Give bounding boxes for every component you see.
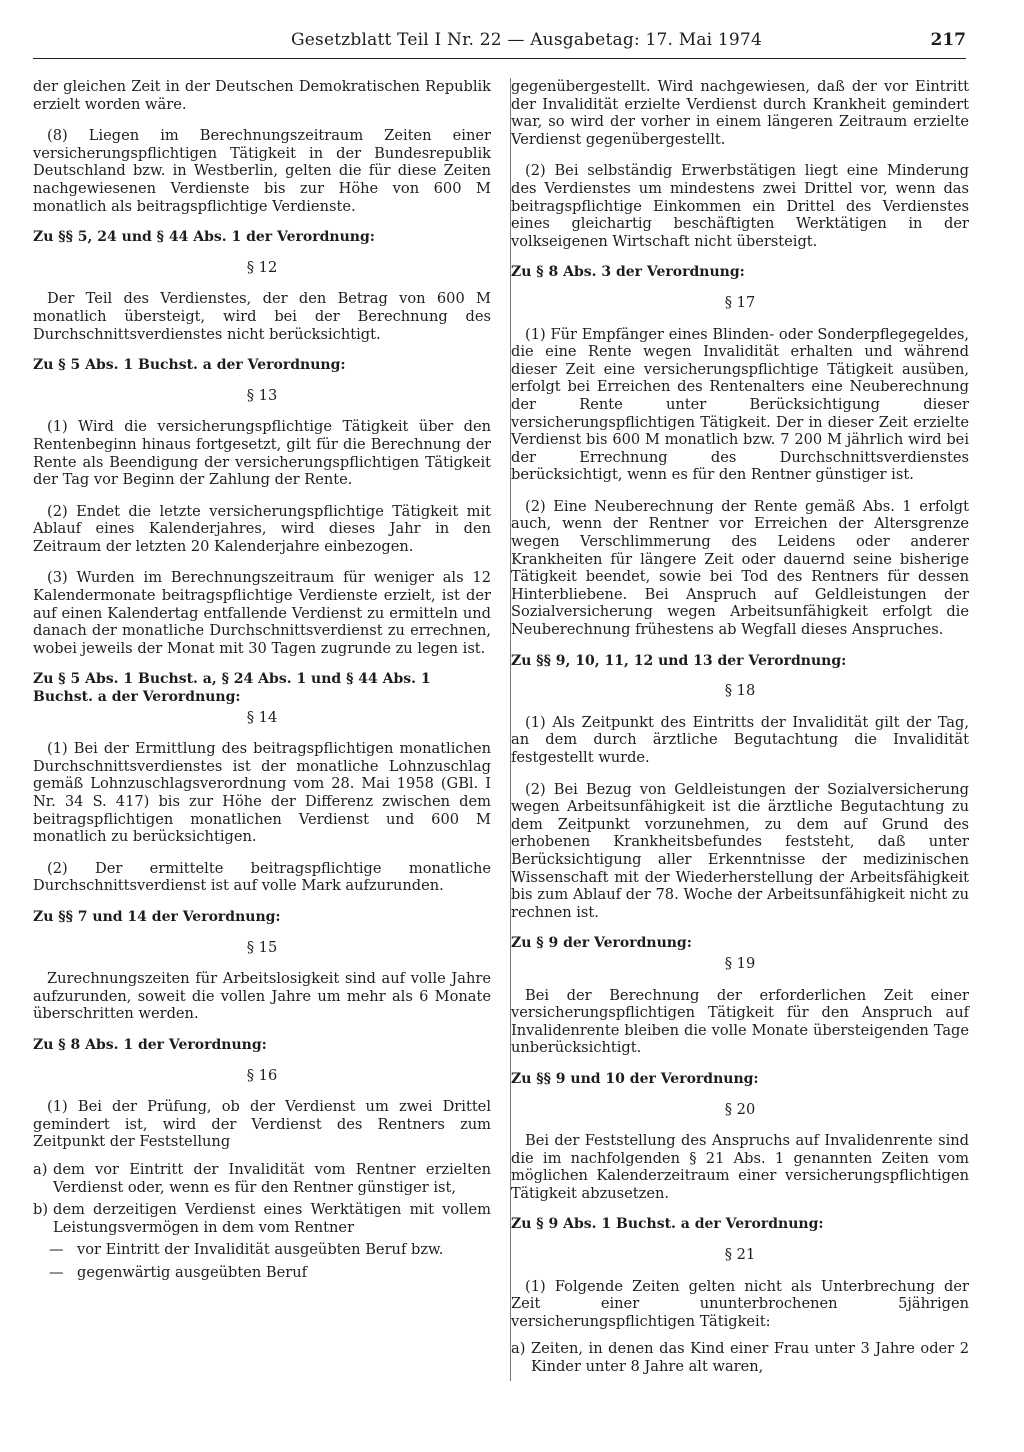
section-number: § 17 — [724, 293, 756, 311]
list-text: dem vor Eintritt der Invalidität vom Rentner erzielten Verdienst oder, wenn es für den Rentner günstiger ist, — [53, 1160, 491, 1196]
paragraph: (2) Bei selbständig Erwerbstätigen liegt eine Minderung des Verdienstes um mindestens zwei Drittel vor, wenn das beitragspflichtige Einkommen ein Drittel des Verdienstes eines gleichartig beschäftigten Werktätigen in der volkseigenen Wirtschaft nicht übersteigt. — [511, 162, 969, 250]
left-column — [33, 78, 491, 1286]
dash-text: gegenwärtig ausgeübten Beruf — [77, 1263, 308, 1281]
section-number: § 15 — [246, 938, 278, 956]
section-number: § 19 — [724, 954, 756, 972]
list-item — [33, 1161, 491, 1196]
section-heading: Zu § 5 Abs. 1 Buchst. a, § 24 Abs. 1 und § 44 Abs. 1 Buchst. a der Verordnung: — [33, 671, 431, 706]
section-number: § 16 — [246, 1066, 278, 1084]
list-item — [511, 1340, 969, 1375]
paragraph: Zurechnungszeiten für Arbeitslosigkeit sind auf volle Jahre aufzurunden, soweit die vollen Jahre um mehr als 6 Monate überschritten werden. — [33, 970, 491, 1023]
dash-label: — — [49, 1263, 64, 1281]
paragraph: (2) Der ermittelte beitragspflichtige monatliche Durchschnittsverdienst ist auf volle Mark aufzurunden. — [33, 859, 491, 895]
paragraph: gegenübergestellt. Wird nachgewiesen, daß der vor Eintritt der Invalidität erzielte Verdienst durch Krankheit gemindert war, so wird der vorher in einem längeren Zeitraum erzielte Verdienst gegenübergestellt. — [511, 78, 969, 148]
paragraph: der gleichen Zeit in der Deutschen Demokratischen Republik erzielt worden wäre. — [33, 78, 491, 113]
paragraph: Der Teil des Verdienstes, der den Betrag von 600 M monatlich übersteigt, wird bei der Berechnung des Durchschnittsverdienstes nicht berücksichtigt. — [33, 290, 491, 343]
dash-text: vor Eintritt der Invalidität ausgeübten Beruf bzw. — [77, 1241, 444, 1259]
list-label: a) — [33, 1160, 48, 1178]
paragraph: (1) Wird die versicherungspflichtige Tätigkeit über den Rentenbeginn hinaus fortgesetzt, gilt für die Berechnung der Rente als Beendigung der versicherungspflichtigen Tätigkeit der Tag vor Beginn der Zahlung der Rente. — [33, 418, 491, 489]
paragraph: (1) Folgende Zeiten gelten nicht als Unterbrechung der Zeit einer ununterbrochenen 5jährigen versicherungspflichtigen Tätigkeit: — [511, 1277, 969, 1330]
page-header — [33, 32, 966, 59]
paragraph: (2) Endet die letzte versicherungspflichtige Tätigkeit mit Ablauf eines Kalenderjahres, wird dieses Jahr in den Zeitraum der letzten 20 Kalenderjahre einbezogen. — [33, 502, 491, 555]
section-number: § 14 — [246, 708, 278, 726]
list-text: Zeiten, in denen das Kind einer Frau unter 3 Jahre oder 2 Kinder unter 8 Jahre alt waren, — [531, 1340, 969, 1376]
section-number: § 18 — [724, 682, 756, 700]
paragraph: (1) Für Empfänger eines Blinden- oder Sonderpflegegeldes, die eine Rente wegen Invalidität erhalten und während dieser Zeit eine versicherungspflichtige Tätigkeit ausüben, erfolgt bei Erreichen des Rentenalters eine Neuberechnung der Rente unter Berücksichtigung dieser versicherungspflichtigen Tätigkeit. Der in dieser Zeit erzielte Verdienst bis 600 M monatlich bzw. 7 200 M jährlich wird bei der Errechnung des Durchschnittsverdienstes berücksichtigt, wenn es für den Rentner günstiger ist. — [511, 325, 969, 484]
paragraph: (1) Bei der Ermittlung des beitragspflichtigen monatlichen Durchschnittsverdienstes ist der monatliche Lohnzuschlag gemäß Lohnzuschlagsverordnung vom 28. Mai 1958 (GBl. I Nr. 34 S. 417) bis zur Höhe der Differenz zwischen dem beitragspflichtigen monatlichen Verdienst und 600 M monatlich zu berücksichtigen. — [33, 740, 491, 846]
section-number: § 21 — [724, 1246, 756, 1264]
dash-label: — — [49, 1241, 64, 1259]
paragraph: (2) Eine Neuberechnung der Rente gemäß Abs. 1 erfolgt auch, wenn der Rentner vor Erreichen der Altersgrenze wegen Verschlimmerung des Leidens oder anderer Krankheiten für längere Zeit oder dauernd seine bisherige Tätigkeit beendet, sowie bei Tod des Rentners für dessen Hinterbliebene. Bei Anspruch auf Geldleistungen der Sozialversicherung wegen Arbeitsunfähigkeit erfolgt die Neuberechnung frühestens ab Wegfall dieses Anspruches. — [511, 497, 969, 639]
section-heading: Zu § 8 Abs. 3 der Verordnung: — [511, 264, 745, 281]
section-heading: Zu § 8 Abs. 1 der Verordnung: — [33, 1036, 267, 1053]
paragraph: (1) Als Zeitpunkt des Eintritts der Invalidität gilt der Tag, an dem durch ärztliche Begutachtung die Invalidität festgestellt wurde. — [511, 713, 969, 766]
section-number: § 20 — [724, 1100, 756, 1118]
paragraph: (3) Wurden im Berechnungszeitraum für weniger als 12 Kalendermonate beitragspflichtige Verdienste erzielt, ist der auf einen Kalendertag entfallende Verdienst zu ermitteln und danach der monatliche Durchschnittsverdienst zu errechnen, wobei jeweils der Monat mit 30 Tagen zugrunde zu legen ist. — [33, 569, 491, 657]
section-heading: Zu §§ 5, 24 und § 44 Abs. 1 der Verordnung: — [33, 229, 375, 246]
section-heading: Zu §§ 9 und 10 der Verordnung: — [511, 1070, 759, 1087]
section-heading: Zu §§ 9, 10, 11, 12 und 13 der Verordnung: — [511, 652, 847, 669]
list-label: a) — [511, 1340, 526, 1358]
paragraph: Bei der Feststellung des Anspruchs auf Invalidenrente sind die im nachfolgenden § 21 Abs. 1 genannten Zeiten vom möglichen Kalenderzeitraum einer versicherungspflichtigen Tätigkeit abzusetzen. — [511, 1132, 969, 1202]
list-text: dem derzeitigen Verdienst eines Werktätigen mit vollem Leistungsvermögen in dem vom Rentner — [53, 1201, 491, 1236]
section-number: § 12 — [246, 258, 278, 276]
section-number: § 13 — [246, 386, 278, 404]
dash-item — [49, 1264, 491, 1282]
dash-item — [49, 1241, 491, 1259]
section-heading: Zu §§ 7 und 14 der Verordnung: — [33, 908, 281, 925]
section-heading: Zu § 5 Abs. 1 Buchst. a der Verordnung: — [33, 357, 346, 374]
paragraph: (1) Bei der Prüfung, ob der Verdienst um zwei Drittel gemindert ist, wird der Verdienst des Rentners zum Zeitpunkt der Feststellung — [33, 1098, 491, 1151]
paragraph: (2) Bei Bezug von Geldleistungen der Sozialversicherung wegen Arbeitsunfähigkeit ist die ärztliche Begutachtung zu dem Zeitpunkt vorzunehmen, zu dem auf Grund des erhobenen Krankheitsbefundes feststeht, daß unter Berücksichtigung aller Erkenntnisse der medizinischen Wissenschaft mit der Wiederherstellung der Arbeitsfähigkeit bis zum Ablauf der 78. Woche der Arbeitsunfähigkeit nicht zu rechnen ist. — [511, 780, 969, 921]
section-heading: Zu § 9 Abs. 1 Buchst. a der Verordnung: — [511, 1216, 824, 1233]
paragraph: Bei der Berechnung der erforderlichen Zeit einer versicherungspflichtigen Tätigkeit für den Anspruch auf Invalidenrente bleiben die volle Monate übersteigenden Tage unberücksichtigt. — [511, 986, 969, 1057]
right-column — [510, 78, 969, 1381]
paragraph: (8) Liegen im Berechnungszeitraum Zeiten einer versicherungspflichtigen Tätigkeit in der Bundesrepublik Deutschland bzw. in Westberlin, gelten die für diese Zeiten nachgewiesenen Verdienste bis zur Höhe von 600 M monatlich als beitragspflichtige Verdienste. — [33, 127, 491, 215]
list-item — [33, 1201, 491, 1236]
section-heading: Zu § 9 der Verordnung: — [511, 935, 692, 952]
list-label: b) — [33, 1201, 49, 1219]
page-number: 217 — [930, 30, 966, 50]
header-title: Gesetzblatt Teil I Nr. 22 — Ausgabetag: 17. Mai 1974 — [291, 30, 762, 50]
